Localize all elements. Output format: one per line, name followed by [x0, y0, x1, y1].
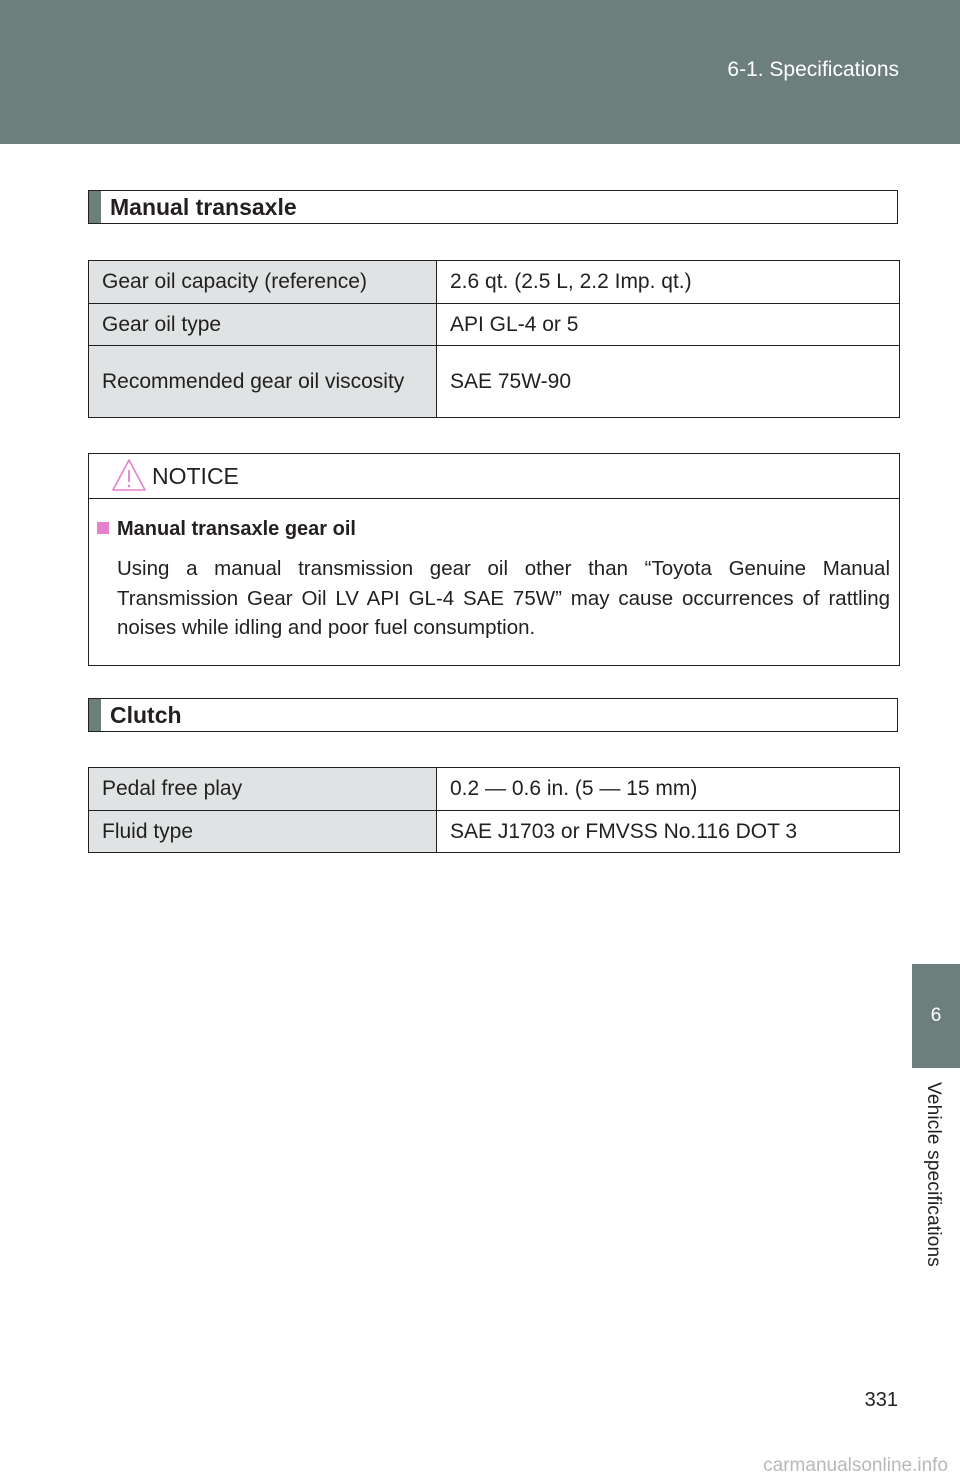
table-row [89, 346, 900, 418]
notice-title: NOTICE [152, 463, 239, 489]
chapter-tab-label[interactable] [912, 1068, 960, 1308]
table-cell-value: API GL-4 or 5 [437, 304, 900, 346]
notice-body: Using a manual transmission gear oil other than “Toyota Genuine Manual Transmission Gear Oil LV API GL-4 SAE 75W” may cause occurrences of rattling noises while idling and poor fuel consumption. [117, 557, 890, 639]
section-heading-manual-transaxle [88, 190, 898, 224]
clutch-table [88, 767, 900, 853]
notice-box [88, 453, 900, 666]
manual-transaxle-table [88, 260, 900, 418]
table-row [89, 811, 900, 853]
table-cell-label: Fluid type [89, 811, 437, 853]
chapter-tab-label-text: Vehicle specifications [923, 1082, 944, 1268]
page-number: 331 [864, 1389, 898, 1411]
table-cell-label: Pedal free play [89, 768, 437, 811]
table-cell-label: Gear oil capacity (reference) [89, 261, 437, 304]
table-row [89, 768, 900, 811]
table-row [89, 304, 900, 346]
section-heading-text: Clutch [110, 702, 182, 728]
header-bar [0, 0, 960, 144]
notice-subheading [97, 518, 356, 541]
chapter-tab-number[interactable]: 6 [912, 964, 960, 1068]
table-cell-label: Recommended gear oil viscosity [89, 346, 437, 418]
table-cell-value: SAE J1703 or FMVSS No.116 DOT 3 [437, 811, 900, 853]
table-cell-value: 2.6 qt. (2.5 L, 2.2 Imp. qt.) [437, 261, 900, 304]
warning-triangle-icon [111, 458, 147, 492]
table-row [89, 261, 900, 304]
table-cell-value: 0.2 — 0.6 in. (5 — 15 mm) [437, 768, 900, 811]
notice-header [89, 454, 899, 499]
section-heading-text: Manual transaxle [110, 194, 297, 220]
watermark: carmanualsonline.info [763, 1455, 948, 1476]
square-bullet-icon [97, 522, 109, 534]
table-cell-value: SAE 75W-90 [437, 346, 900, 418]
table-cell-label: Gear oil type [89, 304, 437, 346]
section-heading-clutch [88, 698, 898, 732]
notice-subheading-text: Manual transaxle gear oil [117, 518, 356, 540]
section-label: 6-1. Specifications [727, 58, 899, 81]
